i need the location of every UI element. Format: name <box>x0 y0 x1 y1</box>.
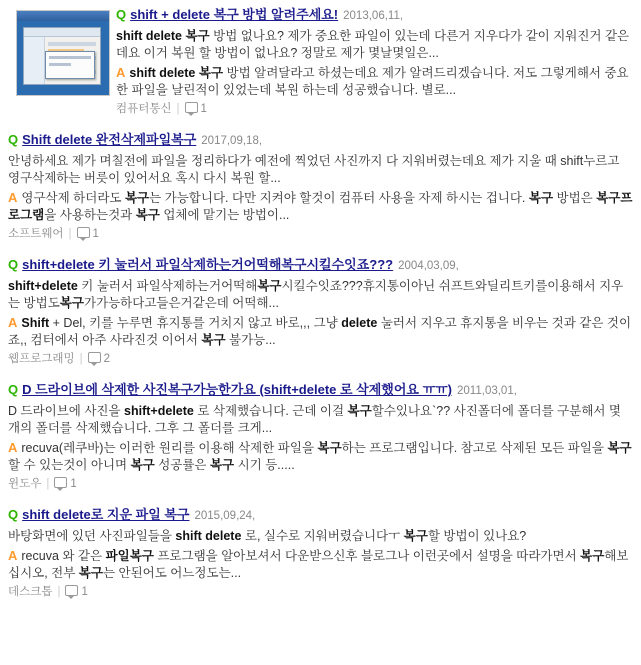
meta-separator: | <box>79 353 83 365</box>
result-title-link[interactable]: D 드라이브에 삭제한 사진복구가능한가요 (shift+delete 로 삭제했어요 ㅠㅠ) <box>22 382 453 397</box>
question-title-line <box>116 6 633 25</box>
question-snippet: shift+delete 키 눌러서 파일삭제하는거어떡해복구시킬수잇죠???휴지통이아닌 쉬프트와딜리트키를이용해서 지우는 방법도복구가가능하다고들은거같은데 어떡해... <box>8 279 624 310</box>
result-item <box>8 381 633 492</box>
result-meta <box>116 102 633 117</box>
result-date: 2015,09,24, <box>194 510 256 522</box>
comment-icon <box>185 102 198 113</box>
answer-text: Shift + Del, 키를 누루면 휴지통를 거치지 않고 바로,,, 그냥 delete 눌러서 지우고 휴지통을 비우는 것과 같은 것이죠,, 컴터에서 아주 사라진것 이어서 복구 불가능... <box>8 316 632 347</box>
question-title-line <box>8 256 633 275</box>
comment-count: 1 <box>200 103 207 115</box>
comment-icon <box>65 585 78 596</box>
result-title-link[interactable]: shift+delete 키 눌러서 파일삭제하는거어떡해복구시킬수잇죠??? <box>22 257 394 272</box>
result-meta <box>8 352 633 367</box>
answer-snippet <box>8 547 633 582</box>
result-category[interactable]: 컴퓨터통신 <box>116 103 172 115</box>
result-date: 2011,03,01, <box>457 385 517 397</box>
thumbnail-dialog-line <box>49 56 91 59</box>
thumbnail-window-sidebar <box>24 37 45 84</box>
thumbnail-body <box>17 21 109 95</box>
comment-count: 2 <box>103 353 111 365</box>
question-snippet: 바탕화면에 있던 사진파일들을 shift delete 로, 실수로 지워버렸습니다ㅜ 복구할 방법이 있나요? <box>8 529 527 543</box>
comment-icon <box>88 352 101 363</box>
thumbnail-dialog-line <box>49 63 71 66</box>
result-date: 2013,06,11, <box>343 10 404 22</box>
thumbnail-row <box>48 42 96 46</box>
answer-snippet <box>8 189 633 224</box>
result-item <box>8 256 633 367</box>
result-category[interactable]: 소프트웨어 <box>8 228 64 240</box>
answer-snippet <box>8 439 633 474</box>
meta-separator: | <box>46 478 50 490</box>
question-marker-icon: Q <box>116 7 127 22</box>
question-title-line <box>8 131 633 150</box>
question-marker-icon: Q <box>8 257 19 272</box>
comment-icon <box>54 477 67 488</box>
question-snippet: shift delete 복구 방법 없나요? 제가 중요한 파일이 있는데 다른거 지우다가 같이 지워진거 같은데요 이거 복원 할 방법이 없나요? 정말로 제가 몇날몇일은... <box>116 29 630 60</box>
answer-snippet <box>8 314 633 349</box>
result-meta <box>8 477 633 492</box>
question-marker-icon: Q <box>8 507 19 522</box>
comment-icon <box>77 227 90 238</box>
question-snippet: D 드라이브에 사진을 shift+delete 로 삭제했습니다. 근데 이걸 복구할수있나요`?? 사진폴더에 폴더를 구분해서 몇개의 폴더를 삭제했습니다. 그후 그 폴더를 크게... <box>8 404 622 435</box>
answer-marker-icon: A <box>8 548 18 563</box>
result-category[interactable]: 데스크톱 <box>8 586 53 598</box>
result-category[interactable]: 웹프로그래밍 <box>8 353 75 365</box>
result-item <box>8 131 633 242</box>
question-title-line <box>8 381 633 400</box>
result-meta <box>8 227 633 242</box>
question-snippet: 안녕하세요 제가 며칠전에 파일을 정리하다가 예전에 찍었던 사진까지 다 지워버렸는데요 제가 지울 때 shift누르고 영구삭제하는 버릇이 있어서요 혹시 다시 복원 할... <box>8 154 620 185</box>
thumbnail-dialog <box>45 51 95 79</box>
comment-count: 1 <box>92 228 99 240</box>
result-item <box>8 506 633 600</box>
result-thumbnail[interactable] <box>16 10 110 96</box>
answer-snippet <box>116 64 633 99</box>
answer-text: recuva 와 같은 파일복구 프로그램을 알아보셔서 다운받으신후 블로그나 이런곳에서 설명을 따라가면서 복구해보십시오, 전부 복구는 안된어도 어느정도는... <box>8 549 629 580</box>
result-title-link[interactable]: shift delete로 지운 파일 복구 <box>22 507 190 522</box>
result-date: 2004,03,09, <box>398 260 459 272</box>
meta-separator: | <box>68 228 72 240</box>
result-category[interactable]: 윈도우 <box>8 478 42 490</box>
answer-marker-icon: A <box>8 315 18 330</box>
answer-marker-icon: A <box>8 440 18 455</box>
thumbnail-topbar <box>17 11 109 21</box>
answer-text: recuva(레쿠바)는 이러한 원리를 이용해 삭제한 파일을 복구하는 프로그램입니다. 참고로 삭제된 모든 파일을 복구할 수 있는것이 아니며 복구 성공률은 복구 시기 등..... <box>8 441 632 472</box>
meta-separator: | <box>176 103 180 115</box>
result-meta <box>8 585 633 600</box>
result-item <box>8 6 633 117</box>
result-title-link[interactable]: shift + delete 복구 방법 알려주세요! <box>130 7 339 22</box>
question-marker-icon: Q <box>8 382 19 397</box>
result-date: 2017,09,18, <box>201 135 263 147</box>
meta-separator: | <box>57 586 61 598</box>
answer-text: 영구삭제 하더라도 복구는 가능합니다. 다만 지켜야 할것이 컴퓨터 사용을 자제 하시는 겁니다. 복구 방법은 복구프로그램을 사용하는것과 복구 업체에 맡기는 방법이... <box>8 191 633 222</box>
question-marker-icon: Q <box>8 132 19 147</box>
answer-text: shift delete 복구 방법 알려달라고 하셨는데요 제가 알려드리겠습니다. 저도 그렇게해서 중요한 파일을 날린적이 있었는데 복원 하는데 성공했습니다. 별로... <box>116 66 629 97</box>
answer-marker-icon: A <box>8 190 18 205</box>
comment-count: 1 <box>81 586 88 598</box>
result-title-link[interactable]: Shift delete 완전삭제파일복구 <box>22 132 197 147</box>
question-title-line <box>8 506 633 525</box>
comment-count: 1 <box>70 478 77 490</box>
thumbnail-window-header <box>24 28 100 37</box>
answer-marker-icon: A <box>116 65 126 80</box>
